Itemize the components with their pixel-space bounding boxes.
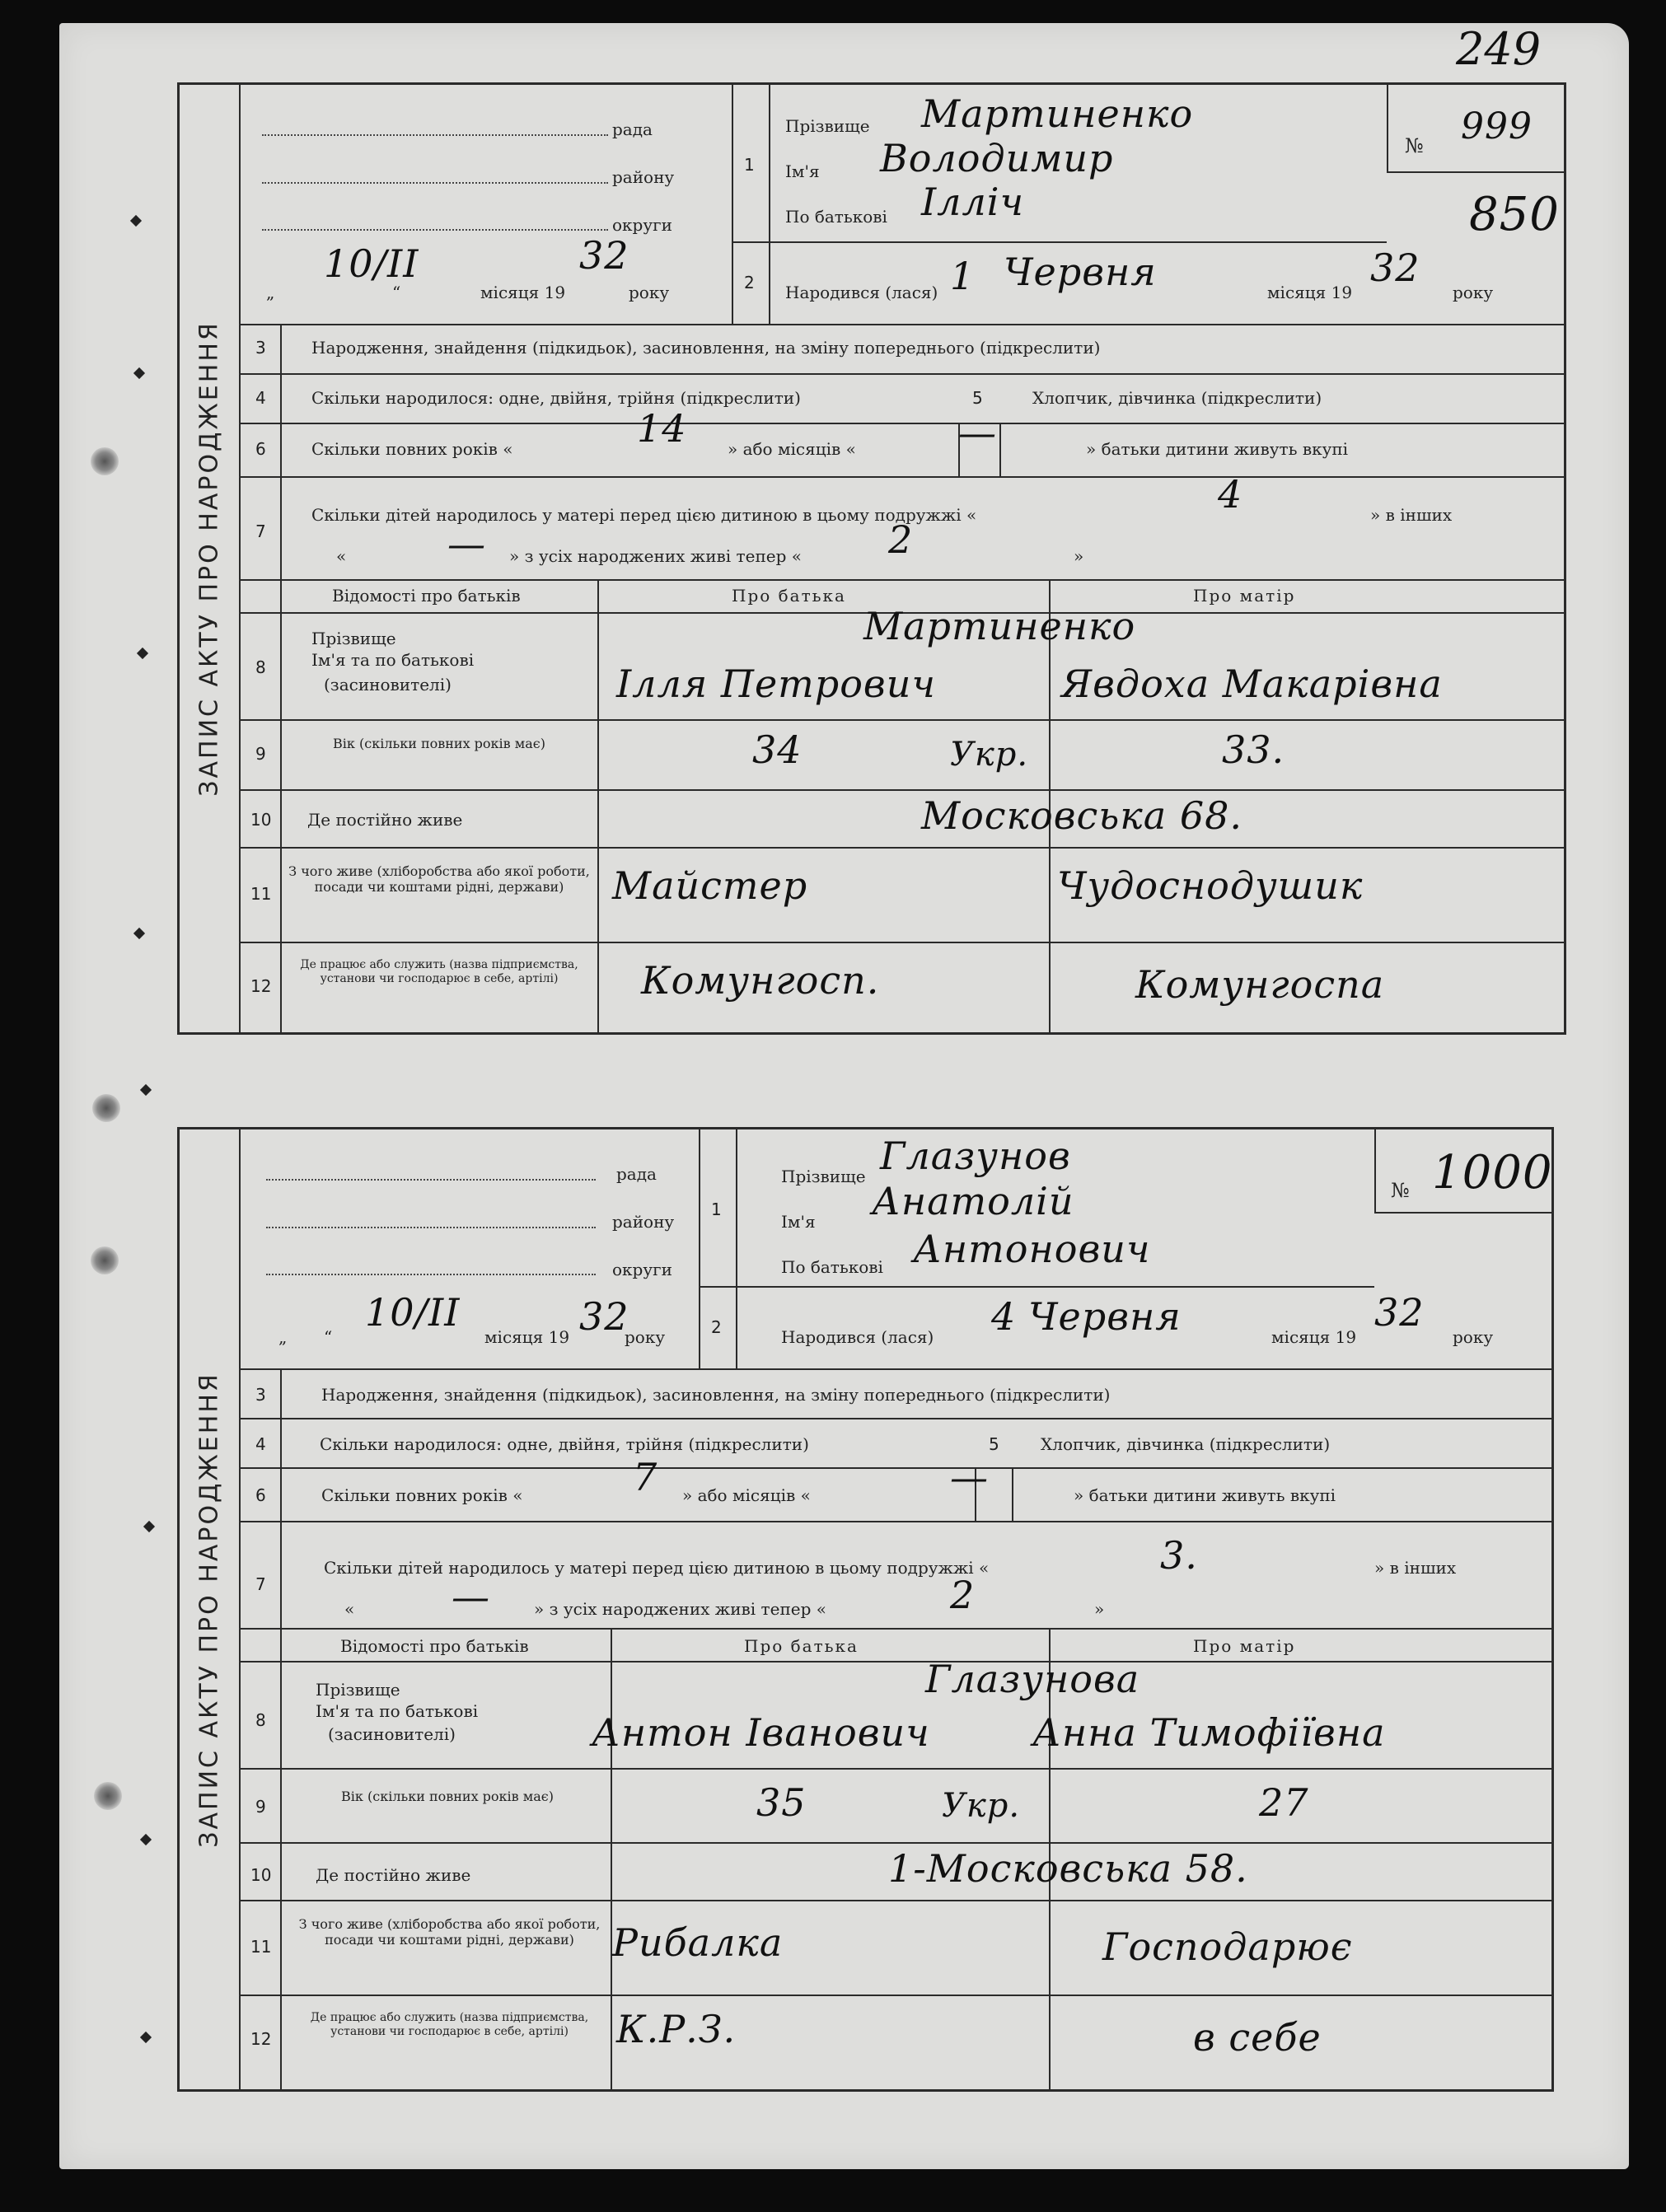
residence: Московська 68. — [921, 793, 1242, 838]
mother-header: Про матір — [1193, 1636, 1296, 1656]
name-label: Ім'я — [785, 161, 820, 181]
sex-text: Хлопчик, дівчинка (підкреслити) — [1032, 388, 1322, 408]
children-alive: 2 — [888, 517, 914, 562]
birth-month: Червня — [1028, 1294, 1182, 1339]
page-number: 249 — [1456, 23, 1542, 75]
date-quote-open: „ — [266, 283, 275, 302]
years-together-label: Скільки повних років « — [311, 439, 513, 459]
father-workplace: К.Р.З. — [616, 2007, 737, 2051]
father-name: Антон Іванович — [592, 1710, 930, 1755]
mother-occupation: Чудоснодушик — [1057, 863, 1364, 908]
registration-year: 32 — [579, 1294, 629, 1339]
child-patronymic: Антонович — [913, 1227, 1151, 1271]
binding-mark — [133, 928, 145, 939]
registration-day: 10/ІІ — [365, 1290, 461, 1335]
side-title-text: ЗАПИС АКТУ ПРО НАРОДЖЕННЯ — [194, 320, 224, 797]
father-header: Про батька — [732, 586, 846, 606]
child-surname: Мартиненко — [921, 91, 1194, 136]
date-quote-close: “ — [392, 283, 401, 302]
year-label: року — [629, 283, 670, 302]
sex-text: Хлопчик, дівчинка (підкреслити) — [1041, 1434, 1331, 1454]
residence-label: Де постійно живе — [316, 1865, 471, 1885]
birth-day: 1 — [950, 254, 976, 298]
okruha-label: округи — [612, 215, 672, 235]
birth-year-label: року — [1453, 1327, 1494, 1347]
parents-name-label: Ім'я та по батькові — [316, 1701, 479, 1721]
children-other-label: » в інших — [1374, 1558, 1457, 1578]
birth-record-1: ЗАПИС АКТУ ПРО НАРОДЖЕННЯ рада району округи „ “ місяця 19 року 10/ІІ 32 1 2 Прізвище Ім'я По батькові Мартиненко Володимир Ілліч Народився (лася) 1 Червня місяця 19 32 року № 999 850 3 Народження, знайдення (підкидьок), засиновлення, на зміну попереднього (підкреслити) 4 Скільки народилося: одне, двійня, трійня (підкреслити) 5 Хлопчик, дівчинка (підкреслити) 6 Скільки повних років « 14 » або місяців « — » батьки дитини живуть вкупі 7 Скільки дітей народилось у матері перед цією дитиною в цьому подружжі « 4 » в інших « — » з усіх народжених живі тепер « 2 » Відомості про батьків Про батька Про матір 8 Прізвище Ім'я та по батькові (засиновителі) Мартиненко Ілля Петрович Явдоха Макарівна 9 Вік (скільки повних років має) 34 Укр. 33. 10 Де постійно живе Московська 68. 11 З чого живе (хліборобства або якої роботи, посади чи коштами рідні, держави) Майстер Чудоснодушик 12 Де працює або служить (назва підприємства, установи чи господарює в себе, артілі) Комунгосп. Комунгоспа — [177, 82, 1566, 1035]
name-label: Ім'я — [781, 1212, 816, 1232]
father-name: Ілля Петрович — [616, 662, 936, 706]
mother-header: Про матір — [1193, 586, 1296, 606]
rada-label: рада — [616, 1164, 657, 1184]
father-occupation: Рибалка — [612, 1920, 784, 1965]
children-other-label: » в інших — [1370, 505, 1453, 525]
months-together: — — [950, 1455, 989, 1499]
record-number-printed: 999 — [1461, 105, 1533, 147]
birth-year: 32 — [1370, 246, 1420, 290]
months-together: — — [958, 410, 997, 455]
parents-surname: Мартиненко — [863, 604, 1136, 648]
record-side-title — [180, 85, 241, 1032]
months-together-label: » або місяців « — [728, 439, 856, 459]
birth-month-label: місяця 19 — [1271, 1327, 1357, 1347]
children-this-marriage: 4 — [1218, 472, 1243, 517]
surname-label: Прізвище — [785, 116, 870, 136]
okruha-label: округи — [612, 1260, 672, 1279]
record-number-label: № — [1391, 1179, 1410, 1202]
children-other-marriages: — — [447, 521, 486, 566]
binding-mark — [140, 2032, 152, 2043]
birth-count-text: Скільки народилося: одне, двійня, трійня (підкреслити) — [320, 1434, 809, 1454]
quote-close: » — [1094, 1599, 1105, 1619]
binding-mark — [143, 1521, 155, 1532]
binding-mark — [140, 1084, 152, 1096]
date-quote-open: „ — [278, 1327, 288, 1347]
nationality: Укр. — [950, 736, 1029, 774]
age-label: Вік (скільки повних років має) — [333, 736, 545, 751]
quote-open: « — [336, 546, 347, 566]
rada-label: рада — [612, 119, 653, 139]
children-other-marriages: — — [452, 1574, 490, 1619]
mother-name: Анна Тимофіївна — [1032, 1710, 1386, 1755]
rayon-label: району — [612, 167, 675, 187]
binding-mark — [133, 367, 145, 379]
children-alive-label: » з усіх народжених живі тепер « — [509, 546, 803, 566]
years-together-label: Скільки повних років « — [321, 1485, 523, 1505]
father-age: 34 — [752, 727, 803, 772]
children-alive-label: » з усіх народжених живі тепер « — [534, 1599, 827, 1619]
rayon-label: району — [612, 1212, 675, 1232]
residence: 1-Московська 58. — [888, 1846, 1248, 1891]
occupation-label: З чого живе (хліборобства або якої роботи, посади чи коштами рідні, держави) — [288, 863, 590, 895]
registration-day: 10/ІІ — [324, 241, 419, 286]
parents-surname: Глазунова — [925, 1657, 1140, 1701]
adopters-label: (засиновителі) — [324, 675, 452, 694]
born-label: Народився (лася) — [785, 283, 938, 302]
born-label: Народився (лася) — [781, 1327, 934, 1347]
binding-mark — [137, 648, 148, 659]
birth-record-2: ЗАПИС АКТУ ПРО НАРОДЖЕННЯ рада району округи „ “ місяця 19 року 10/ІІ 32 1 2 Прізвище Ім'я По батькові Глазунов Анатолій Антонович Народився (лася) 4 Червня місяця 19 32 року № 1000 3 Народження, знайдення (підкидьок), засиновлення, на зміну попереднього (підкреслити) 4 Скільки народилося: одне, двійня, трійня (підкреслити) 5 Хлопчик, дівчинка (підкреслити) 6 Скільки повних років « 7 » або місяців « — » батьки дитини живуть вкупі 7 Скільки дітей народилось у матері перед цією дитиною в цьому подружжі « 3. » в інших « — » з усіх народжених живі тепер « 2 » Відомості про батьків Про батька Про матір 8 Прізвище Ім'я та по батькові (засиновителі) Глазунова Антон Іванович Анна Тимофіївна 9 Вік (скільки повних років має) 35 Укр. 27 10 Де постійно живе 1-Московська 58. 11 З чого живе (хліборобства або якої роботи, посади чи коштами рідні, держави) Рибалка Господарює 12 Де працює або служить (назва підприємства, установи чи господарює в себе, артілі) К.Р.З. в себе — [177, 1127, 1554, 2092]
parents-surname-label: Прізвище — [311, 629, 396, 648]
children-alive: 2 — [950, 1573, 976, 1617]
month-label: місяця 19 — [480, 283, 566, 302]
father-occupation: Майстер — [612, 863, 808, 908]
mother-workplace: Комунгоспа — [1135, 962, 1385, 1007]
year-label: року — [625, 1327, 666, 1347]
adopters-label: (засиновителі) — [328, 1724, 456, 1744]
date-quote-close: “ — [324, 1327, 333, 1347]
binding-mark — [130, 215, 142, 227]
workplace-label: Де працює або служить (назва підприємства, установи чи господарює в себе, артілі) — [300, 958, 578, 985]
mother-workplace: в себе — [1193, 2015, 1322, 2060]
age-label: Вік (скільки повних років має) — [341, 1789, 554, 1804]
nationality: Укр. — [942, 1787, 1021, 1825]
month-label: місяця 19 — [484, 1327, 570, 1347]
record-side-title — [180, 1129, 241, 2089]
mother-age: 33. — [1222, 727, 1285, 772]
mother-name: Явдоха Макарівна — [1061, 662, 1443, 706]
child-patronymic: Ілліч — [921, 180, 1025, 224]
birth-count-text: Скільки народилося: одне, двійня, трійня (підкреслити) — [311, 388, 801, 408]
patronymic-label: По батькові — [785, 207, 887, 227]
occupation-label: З чого живе (хліборобства або якої роботи, посади чи коштами рідні, держави) — [298, 1916, 601, 1948]
birth-month: Червня — [1004, 250, 1157, 294]
years-together: 14 — [637, 406, 687, 451]
child-name: Володимир — [880, 136, 1114, 180]
event-type-text: Народження, знайдення (підкидьок), засиновлення, на зміну попереднього (підкреслити) — [321, 1385, 1111, 1405]
child-name: Анатолій — [872, 1179, 1074, 1223]
mother-age: 27 — [1259, 1780, 1309, 1825]
punch-hole — [92, 1094, 120, 1122]
quote-close: » — [1074, 546, 1084, 566]
child-surname: Глазунов — [880, 1134, 1071, 1178]
event-type-text: Народження, знайдення (підкидьок), засиновлення, на зміну попереднього (підкреслити) — [311, 338, 1101, 358]
parents-name-label: Ім'я та по батькові — [311, 650, 475, 670]
punch-hole — [94, 1782, 122, 1810]
birth-day: 4 — [991, 1294, 1017, 1339]
record-number-written: 850 — [1469, 188, 1560, 241]
surname-label: Прізвище — [781, 1167, 866, 1186]
father-header: Про батька — [744, 1636, 859, 1656]
children-before-label: Скільки дітей народилось у матері перед цією дитиною в цьому подружжі « — [324, 1558, 990, 1578]
record-number-written: 1000 — [1432, 1146, 1553, 1200]
years-together: 7 — [633, 1455, 658, 1499]
birth-month-label: місяця 19 — [1267, 283, 1353, 302]
quote-open: « — [344, 1599, 355, 1619]
residence-label: Де постійно живе — [307, 810, 463, 830]
children-this-marriage: 3. — [1160, 1533, 1198, 1578]
birth-year: 32 — [1374, 1290, 1425, 1335]
parents-together-label: » батьки дитини живуть вкупі — [1086, 439, 1349, 459]
father-age: 35 — [756, 1780, 807, 1825]
punch-hole — [91, 447, 119, 475]
punch-hole — [91, 1246, 119, 1274]
record-number-label: № — [1405, 134, 1424, 157]
registration-year: 32 — [579, 233, 629, 278]
binding-mark — [140, 1834, 152, 1845]
patronymic-label: По батькові — [781, 1257, 883, 1277]
father-workplace: Комунгосп. — [641, 958, 880, 1003]
parents-together-label: » батьки дитини живуть вкупі — [1074, 1485, 1336, 1505]
mother-occupation: Господарює — [1102, 1924, 1353, 1969]
parents-info-header: Відомості про батьків — [332, 586, 521, 606]
side-title-text: ЗАПИС АКТУ ПРО НАРОДЖЕННЯ — [194, 1371, 224, 1848]
parents-surname-label: Прізвище — [316, 1680, 400, 1700]
children-before-label: Скільки дітей народилось у матері перед цією дитиною в цьому подружжі « — [311, 505, 977, 525]
parents-info-header: Відомості про батьків — [340, 1636, 529, 1656]
birth-year-label: року — [1453, 283, 1494, 302]
months-together-label: » або місяців « — [682, 1485, 811, 1505]
workplace-label: Де працює або служить (назва підприємства, установи чи господарює в себе, артілі) — [310, 2011, 589, 2038]
